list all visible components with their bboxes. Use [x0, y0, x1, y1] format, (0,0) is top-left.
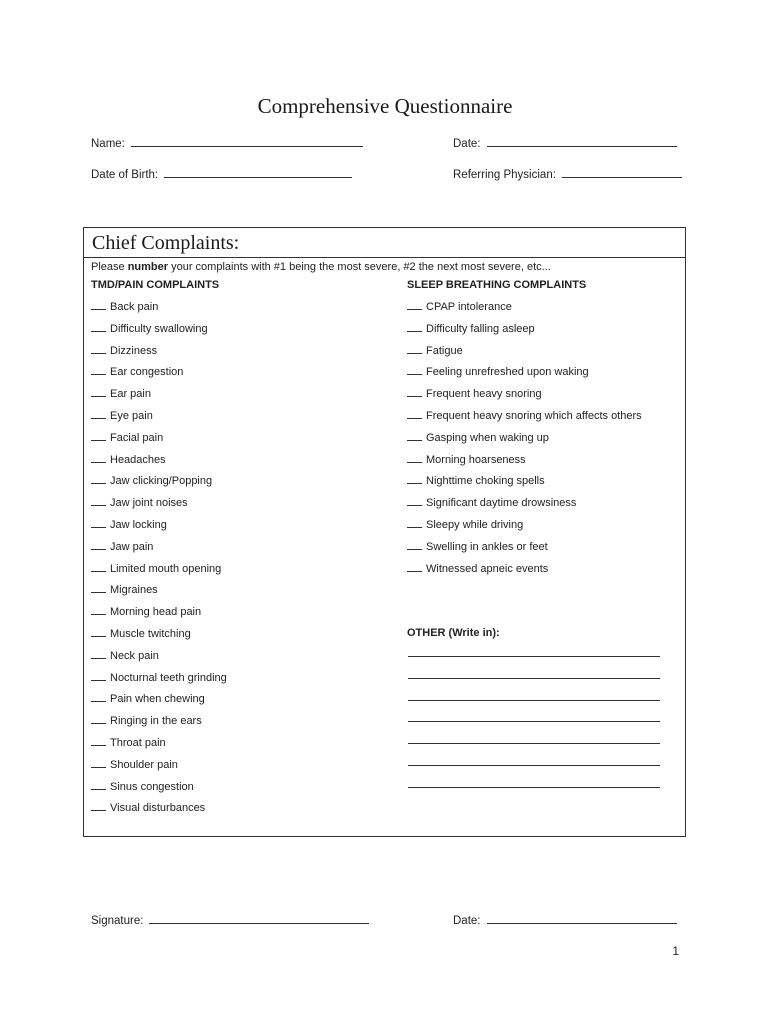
- sleep-complaint-item: [407, 493, 642, 515]
- rank-blank[interactable]: [91, 387, 106, 397]
- rank-blank[interactable]: [91, 649, 106, 659]
- complaint-label: Jaw pain: [110, 540, 154, 553]
- complaint-label: Ear pain: [110, 388, 151, 401]
- complaint-label: Pain when chewing: [110, 693, 205, 706]
- physician-field[interactable]: [453, 166, 682, 181]
- tmd-complaint-item: [91, 559, 227, 581]
- sleep-complaint-item: [407, 428, 642, 450]
- rank-blank[interactable]: [91, 322, 106, 332]
- complaint-label: Limited mouth opening: [110, 562, 222, 575]
- rank-blank[interactable]: [407, 474, 422, 484]
- footer-date-field[interactable]: [453, 912, 677, 927]
- rank-blank[interactable]: [91, 453, 106, 463]
- rank-blank[interactable]: [91, 671, 106, 681]
- name-field[interactable]: [91, 135, 363, 150]
- tmd-complaint-item: [91, 624, 227, 646]
- complaint-label: Headaches: [110, 453, 166, 466]
- rank-blank[interactable]: [91, 780, 106, 790]
- rank-blank[interactable]: [407, 562, 422, 572]
- rank-blank[interactable]: [407, 365, 422, 375]
- tmd-complaint-item: [91, 471, 227, 493]
- tmd-complaint-item: [91, 733, 227, 755]
- rank-blank[interactable]: [91, 605, 106, 615]
- rank-blank[interactable]: [91, 300, 106, 310]
- tmd-complaint-item: [91, 319, 227, 341]
- rank-blank[interactable]: [407, 431, 422, 441]
- chief-complaints-box: [83, 227, 686, 837]
- rank-blank[interactable]: [407, 322, 422, 332]
- complaint-label: Facial pain: [110, 431, 164, 444]
- tmd-complaint-item: [91, 646, 227, 668]
- name-line[interactable]: [131, 135, 363, 147]
- rank-blank[interactable]: [91, 627, 106, 637]
- complaint-label: Neck pain: [110, 649, 159, 662]
- tmd-complaint-item: [91, 755, 227, 777]
- tmd-complaint-item: [91, 777, 227, 799]
- rank-blank[interactable]: [407, 453, 422, 463]
- sleep-complaint-item: [407, 471, 642, 493]
- physician-line[interactable]: [562, 166, 682, 178]
- sleep-complaint-item: [407, 559, 642, 581]
- rank-blank[interactable]: [91, 365, 106, 375]
- complaint-label: Back pain: [110, 301, 159, 313]
- complaint-label: Frequent heavy snoring: [426, 388, 542, 401]
- tmd-complaint-item: [91, 798, 227, 820]
- tmd-complaint-item: [91, 406, 227, 428]
- footer-date-label: Date:: [453, 915, 481, 927]
- complaint-label: Jaw locking: [110, 518, 167, 531]
- complaint-label: Fatigue: [426, 344, 463, 357]
- date-line[interactable]: [487, 135, 677, 147]
- tmd-complaint-item: [91, 537, 227, 559]
- instructions: Please number your complaints with #1 being the most severe, #2 the next most severe, etc...: [91, 261, 551, 273]
- signature-line[interactable]: [149, 912, 369, 924]
- complaint-label: Muscle twitching: [110, 627, 191, 640]
- tmd-complaint-item: [91, 711, 227, 733]
- signature-label: Signature:: [91, 915, 144, 927]
- complaint-label: Difficulty swallowing: [110, 322, 208, 335]
- sleep-complaint-item: [407, 384, 642, 406]
- date-label: Date:: [453, 138, 481, 150]
- name-label: Name:: [91, 138, 125, 150]
- complaint-label: Throat pain: [110, 736, 166, 749]
- tmd-complaint-item: [91, 384, 227, 406]
- dob-line[interactable]: [164, 166, 352, 178]
- sleep-complaint-item: [407, 341, 642, 363]
- rank-blank[interactable]: [91, 540, 106, 550]
- complaint-label: Difficulty falling asleep: [426, 322, 535, 335]
- complaint-label: Dizziness: [110, 344, 158, 357]
- rank-blank[interactable]: [91, 496, 106, 506]
- tmd-complaint-item: [91, 580, 227, 602]
- physician-label: Referring Physician:: [453, 169, 556, 181]
- rank-blank[interactable]: [91, 431, 106, 441]
- tmd-complaint-item: [91, 450, 227, 472]
- complaint-label: Gasping when waking up: [426, 431, 549, 444]
- rank-blank[interactable]: [407, 496, 422, 506]
- tmd-complaint-item: [91, 428, 227, 450]
- rank-blank[interactable]: [91, 583, 106, 593]
- tmd-complaint-item: [91, 493, 227, 515]
- complaint-label: Morning hoarseness: [426, 453, 526, 466]
- sleep-complaint-item: [407, 406, 642, 428]
- rank-blank[interactable]: [91, 714, 106, 724]
- rank-blank[interactable]: [91, 474, 106, 484]
- complaint-label: Witnessed apneic events: [426, 562, 549, 575]
- complaint-label: Swelling in ankles or feet: [426, 540, 548, 553]
- complaint-label: Frequent heavy snoring which affects others: [426, 409, 642, 422]
- complaint-label: Migraines: [110, 584, 158, 597]
- rank-blank[interactable]: [407, 387, 422, 397]
- tmd-complaint-item: [91, 515, 227, 537]
- rank-blank[interactable]: [91, 344, 106, 354]
- complaint-label: Visual disturbances: [110, 802, 206, 815]
- rank-blank[interactable]: [407, 518, 422, 528]
- footer-date-line[interactable]: [487, 912, 677, 924]
- complaint-label: Nighttime choking spells: [426, 475, 545, 488]
- other-heading: OTHER (Write in):: [407, 627, 500, 639]
- complaint-label: CPAP intolerance: [426, 301, 512, 313]
- complaint-label: Jaw joint noises: [110, 497, 188, 510]
- page-number: 1: [672, 944, 679, 958]
- rank-blank[interactable]: [407, 409, 422, 419]
- chief-complaints-heading: Chief Complaints:: [84, 228, 685, 258]
- sleep-complaint-item: [407, 537, 642, 559]
- rank-blank[interactable]: [407, 540, 422, 550]
- complaint-label: Jaw clicking/Popping: [110, 475, 213, 488]
- tmd-list: [91, 297, 227, 820]
- tmd-complaint-item: [91, 602, 227, 624]
- page-title: Comprehensive Questionnaire: [257, 94, 513, 118]
- sleep-heading: SLEEP BREATHING COMPLAINTS: [407, 279, 587, 291]
- sleep-list: [407, 297, 642, 580]
- tmd-complaint-item: [91, 362, 227, 384]
- complaint-label: Nocturnal teeth grinding: [110, 671, 227, 684]
- sleep-complaint-item: [407, 319, 642, 341]
- complaint-label: Sleepy while driving: [426, 518, 524, 531]
- rank-blank[interactable]: [91, 409, 106, 419]
- complaint-label: Shoulder pain: [110, 758, 178, 771]
- rank-blank[interactable]: [91, 801, 106, 811]
- tmd-complaint-item: [91, 689, 227, 711]
- tmd-heading: TMD/PAIN COMPLAINTS: [91, 279, 220, 291]
- complaint-label: Feeling unrefreshed upon waking: [426, 366, 589, 379]
- complaint-label: Sinus congestion: [110, 780, 194, 793]
- complaint-label: Significant daytime drowsiness: [426, 497, 577, 510]
- rank-blank[interactable]: [91, 758, 106, 768]
- sleep-complaint-item: [407, 515, 642, 537]
- tmd-complaint-item: [91, 668, 227, 690]
- dob-label: Date of Birth:: [91, 169, 159, 181]
- sleep-complaint-item: [407, 450, 642, 472]
- rank-blank[interactable]: [407, 344, 422, 354]
- rank-blank[interactable]: [91, 562, 106, 572]
- complaint-label: Morning head pain: [110, 606, 202, 619]
- complaint-label: Eye pain: [110, 409, 153, 422]
- tmd-complaint-item: [91, 297, 227, 319]
- date-field[interactable]: [453, 135, 677, 150]
- signature-field[interactable]: [91, 912, 369, 927]
- sleep-complaint-item: [407, 362, 642, 384]
- rank-blank[interactable]: [91, 736, 106, 746]
- complaint-label: Ringing in the ears: [110, 715, 202, 728]
- rank-blank[interactable]: [407, 300, 422, 310]
- tmd-complaint-item: [91, 341, 227, 363]
- rank-blank[interactable]: [91, 692, 106, 702]
- rank-blank[interactable]: [91, 518, 106, 528]
- sleep-complaint-item: [407, 297, 642, 319]
- dob-field[interactable]: [91, 166, 352, 181]
- complaint-label: Ear congestion: [110, 366, 184, 379]
